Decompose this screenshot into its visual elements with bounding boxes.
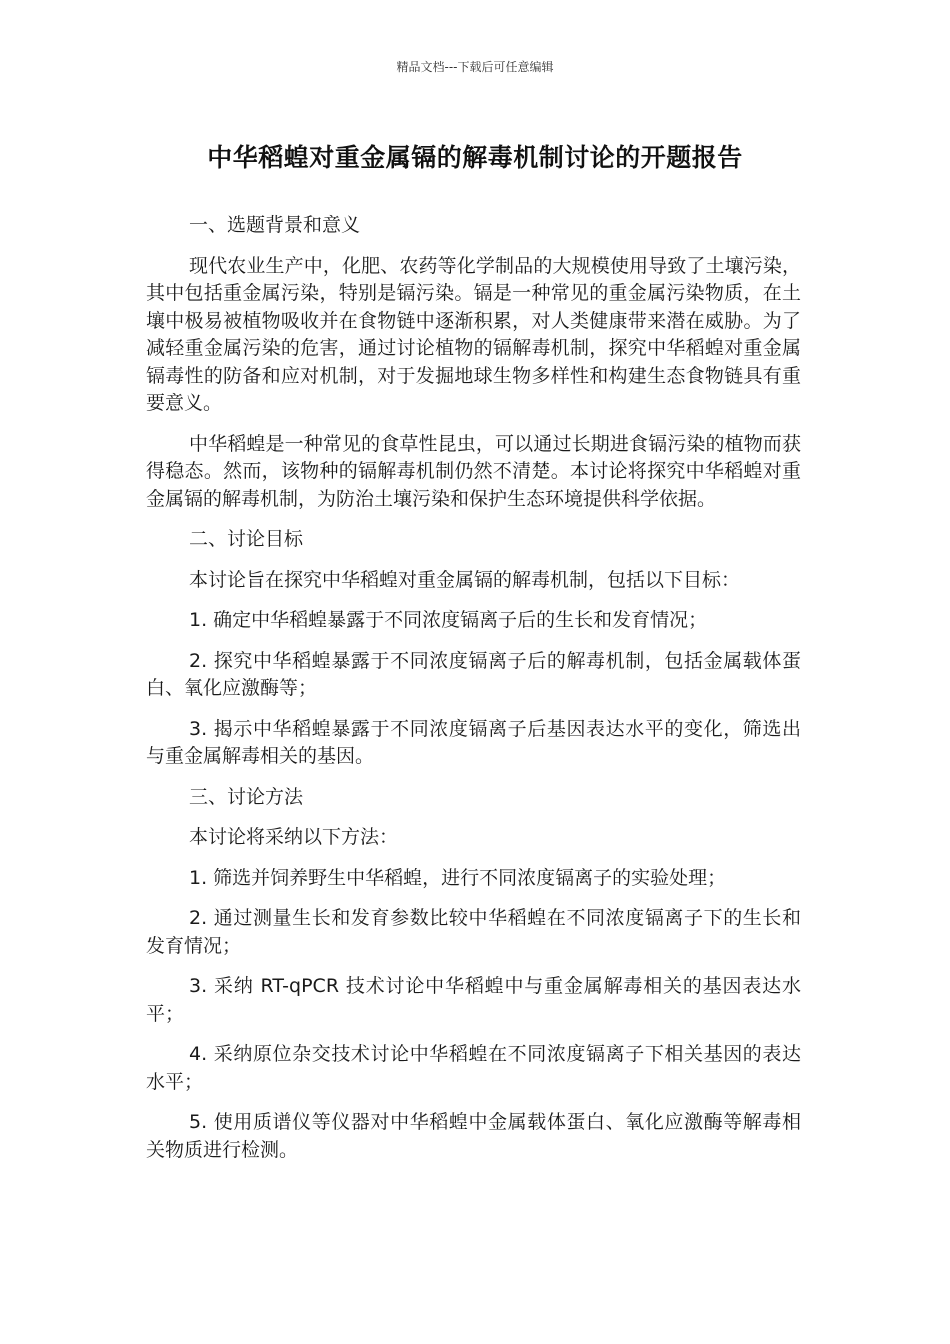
- list-item: 3. 揭示中华稻蝗暴露于不同浓度镉离子后基因表达水平的变化，筛选出与重金属解毒相关的基因。: [146, 717, 801, 767]
- section-heading-objectives: 二、讨论目标: [189, 528, 304, 550]
- list-item: 4. 采纳原位杂交技术讨论中华稻蝗在不同浓度镉离子下相关基因的表达水平；: [146, 1043, 801, 1093]
- list-item: 5. 使用质谱仪等仪器对中华稻蝗中金属载体蛋白、氧化应激酶等解毒相关物质进行检测。: [146, 1111, 801, 1161]
- section-heading-background: 一、选题背景和意义: [189, 214, 361, 236]
- list-item: 1. 确定中华稻蝗暴露于不同浓度镉离子后的生长和发育情况；: [189, 609, 708, 631]
- section-heading-methods: 三、讨论方法: [189, 785, 304, 808]
- document-body: [146, 212, 801, 1177]
- paragraph: 本讨论旨在探究中华稻蝗对重金属镉的解毒机制，包括以下目标：: [189, 568, 741, 591]
- list-item: 3. 采纳 RT-qPCR 技术讨论中华稻蝗中与重金属解毒相关的基因表达水平；: [146, 975, 801, 1025]
- paragraph: 中华稻蝗是一种常见的食草性昆虫，可以通过长期进食镉污染的植物而获得稳态。然而，该物种的镉解毒机制仍然不清楚。本讨论将探究中华稻蝗对重金属镉的解毒机制，为防治土壤污染和保护生态环境提供科学依据。: [146, 432, 801, 510]
- header-note: 精品文档---下载后可任意编辑: [396, 60, 554, 74]
- list-item: 2. 通过测量生长和发育参数比较中华稻蝗在不同浓度镉离子下的生长和发育情况；: [146, 907, 801, 957]
- paragraph: 现代农业生产中，化肥、农药等化学制品的大规模使用导致了土壤污染，其中包括重金属污染，特别是镉污染。镉是一种常见的重金属污染物质，在土壤中极易被植物吸收并在食物链中逐渐积累，对人类健康带来潜在威胁。为了减轻重金属污染的危害，通过讨论植物的镉解毒机制，探究中华稻蝗对重金属镉毒性的防备和应对机制，对于发掘地球生物多样性和构建生态食物链具有重要意义。: [146, 254, 801, 414]
- document-title: 中华稻蝗对重金属镉的解毒机制讨论的开题报告: [207, 143, 743, 172]
- list-item: 2. 探究中华稻蝗暴露于不同浓度镉离子后的解毒机制，包括金属载体蛋白、氧化应激酶等；: [146, 649, 801, 699]
- paragraph: 本讨论将采纳以下方法：: [189, 826, 399, 848]
- list-item: 1. 筛选并饲养野生中华稻蝗，进行不同浓度镉离子的实验处理；: [189, 866, 727, 889]
